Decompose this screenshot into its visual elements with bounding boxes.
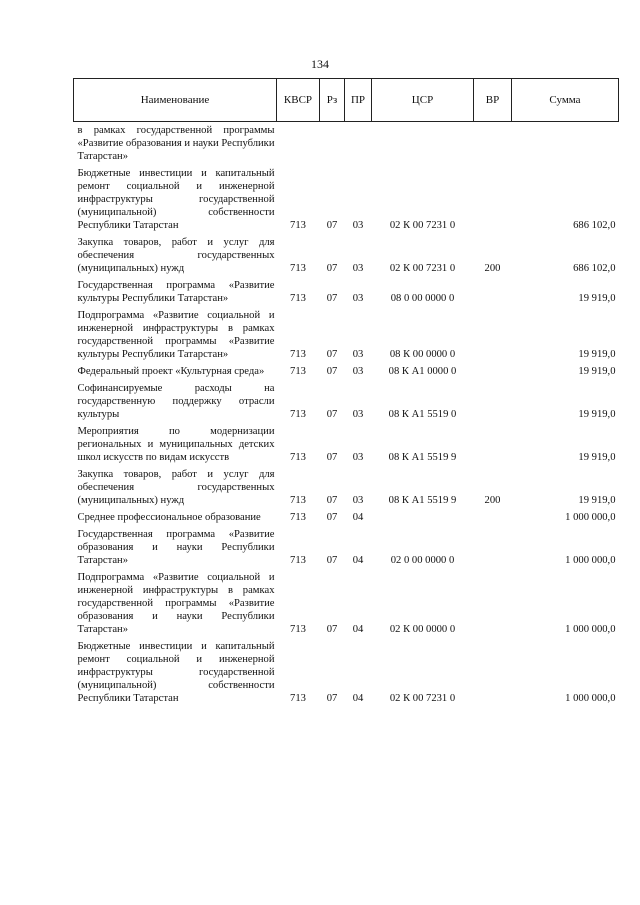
- row-kvsr: 713: [290, 693, 306, 704]
- row-kvsr: 713: [290, 495, 306, 506]
- row-pr: 03: [352, 452, 364, 463]
- row-pr: 04: [352, 555, 364, 566]
- table-row: [74, 425, 619, 468]
- row-kvsr: 713: [290, 263, 306, 274]
- table-row: [74, 468, 619, 511]
- row-csr: 08 К А1 0000 0: [388, 366, 457, 377]
- row-kvsr: 713: [290, 452, 306, 463]
- row-sum: 19 919,0: [578, 495, 616, 506]
- row-csr: 08 К А1 5519 0: [388, 409, 457, 420]
- row-rz: 07: [326, 263, 338, 274]
- row-rz: 07: [326, 555, 338, 566]
- row-sum: [512, 122, 619, 168]
- row-sum: 19 919,0: [578, 366, 616, 377]
- row-vr: [474, 167, 512, 236]
- row-kvsr: 713: [290, 624, 306, 635]
- table-row: [74, 640, 619, 709]
- table-row: [74, 382, 619, 425]
- row-pr: 03: [352, 220, 364, 231]
- row-vr: [474, 279, 512, 309]
- budget-table: [73, 78, 619, 709]
- row-name: Мероприятия по модернизации региональных и муниципальных детских школ искусств по видам искусств: [77, 426, 275, 463]
- row-kvsr: 713: [290, 349, 306, 360]
- row-csr: 02 К 00 7231 0: [389, 220, 456, 231]
- row-vr: [474, 528, 512, 571]
- row-kvsr: 713: [290, 512, 306, 523]
- row-pr: 03: [352, 366, 364, 377]
- row-vr: 200: [484, 263, 501, 274]
- row-vr: [474, 511, 512, 528]
- row-vr: [474, 382, 512, 425]
- table-row: [74, 511, 619, 528]
- row-sum: 686 102,0: [573, 220, 616, 231]
- row-pr: 04: [352, 512, 364, 523]
- row-name: Подпрограмма «Развитие социальной и инженерной инфраструктуры в рамках государственной программы «Развитие образования и науки Республики Татарстан»: [77, 572, 275, 635]
- row-name: Среднее профессиональное образование: [77, 512, 261, 523]
- row-sum: 1 000 000,0: [565, 555, 616, 566]
- row-name: Бюджетные инвестиции и капитальный ремонт социальной и инженерной инфраструктуры государственной (муниципальной) собственности Республики Татарстан: [77, 641, 275, 704]
- header-kvsr: КВСР: [277, 79, 320, 122]
- row-csr: 08 К 00 0000 0: [389, 349, 456, 360]
- row-rz: 07: [326, 512, 338, 523]
- row-name: в рамках государственной программы «Развитие образования и науки Республики Татарстан»: [77, 125, 275, 162]
- row-pr: 03: [352, 293, 364, 304]
- row-kvsr: 713: [290, 293, 306, 304]
- row-rz: 07: [326, 452, 338, 463]
- row-name: Государственная программа «Развитие культуры Республики Татарстан»: [77, 280, 275, 304]
- table-row: [74, 309, 619, 365]
- table-row: [74, 528, 619, 571]
- row-name: Софинансируемые расходы на государственную поддержку отрасли культуры: [77, 383, 275, 420]
- row-vr: [474, 122, 512, 168]
- table-body: [74, 122, 619, 710]
- header-pr: ПР: [345, 79, 372, 122]
- header-name: Наименование: [74, 79, 277, 122]
- row-kvsr: 713: [290, 366, 306, 377]
- row-vr: [474, 640, 512, 709]
- table-row: [74, 365, 619, 382]
- table-row: [74, 236, 619, 279]
- row-csr: 08 К А1 5519 9: [388, 495, 457, 506]
- row-rz: [320, 122, 345, 168]
- row-vr: [474, 571, 512, 640]
- row-csr: [372, 122, 474, 168]
- row-csr: 02 К 00 0000 0: [389, 624, 456, 635]
- row-rz: 07: [326, 293, 338, 304]
- row-sum: 1 000 000,0: [565, 624, 616, 635]
- row-kvsr: 713: [290, 220, 306, 231]
- row-sum: 1 000 000,0: [565, 693, 616, 704]
- row-rz: 07: [326, 624, 338, 635]
- row-pr: 03: [352, 409, 364, 420]
- header-rz: Рз: [320, 79, 345, 122]
- row-sum: 19 919,0: [578, 409, 616, 420]
- table-row: [74, 279, 619, 309]
- row-pr: 04: [352, 624, 364, 635]
- table-row: [74, 571, 619, 640]
- row-rz: 07: [326, 409, 338, 420]
- row-kvsr: 713: [290, 555, 306, 566]
- row-csr: 08 0 00 0000 0: [390, 293, 455, 304]
- row-csr: 02 К 00 7231 0: [389, 263, 456, 274]
- row-name: Закупка товаров, работ и услуг для обеспечения государственных (муниципальных) нужд: [77, 237, 275, 274]
- row-csr: 02 0 00 0000 0: [390, 555, 455, 566]
- row-name: Бюджетные инвестиции и капитальный ремонт социальной и инженерной инфраструктуры государственной (муниципальной) собственности Республики Татарстан: [77, 168, 275, 231]
- header-csr: ЦСР: [372, 79, 474, 122]
- row-sum: 19 919,0: [578, 293, 616, 304]
- row-pr: 03: [352, 495, 364, 506]
- row-rz: 07: [326, 366, 338, 377]
- row-rz: 07: [326, 349, 338, 360]
- row-pr: 03: [352, 263, 364, 274]
- row-name: Государственная программа «Развитие образования и науки Республики Татарстан»: [77, 529, 275, 566]
- page-number: 134: [311, 57, 329, 71]
- row-sum: 19 919,0: [578, 349, 616, 360]
- row-rz: 07: [326, 220, 338, 231]
- row-pr: 03: [352, 349, 364, 360]
- row-rz: 07: [326, 693, 338, 704]
- table-row: [74, 167, 619, 236]
- row-csr: 08 К А1 5519 9: [388, 452, 457, 463]
- row-csr: [372, 511, 474, 528]
- row-kvsr: [277, 122, 320, 168]
- row-kvsr: 713: [290, 409, 306, 420]
- row-pr: 04: [352, 693, 364, 704]
- row-name: Федеральный проект «Культурная среда»: [77, 366, 265, 377]
- table-header: [74, 79, 619, 122]
- row-name: Закупка товаров, работ и услуг для обеспечения государственных (муниципальных) нужд: [77, 469, 275, 506]
- header-vr: ВР: [474, 79, 512, 122]
- row-csr: 02 К 00 7231 0: [389, 693, 456, 704]
- row-vr: [474, 309, 512, 365]
- row-vr: [474, 365, 512, 382]
- row-pr: [345, 122, 372, 168]
- row-vr: 200: [484, 495, 501, 506]
- row-sum: 19 919,0: [578, 452, 616, 463]
- header-sum: Сумма: [512, 79, 619, 122]
- row-sum: 686 102,0: [573, 263, 616, 274]
- row-rz: 07: [326, 495, 338, 506]
- table-row: [74, 122, 619, 168]
- row-sum: 1 000 000,0: [565, 512, 616, 523]
- row-name: Подпрограмма «Развитие социальной и инженерной инфраструктуры в рамках государственной программы «Развитие культуры Республики Татарстан»: [77, 310, 275, 360]
- row-vr: [474, 425, 512, 468]
